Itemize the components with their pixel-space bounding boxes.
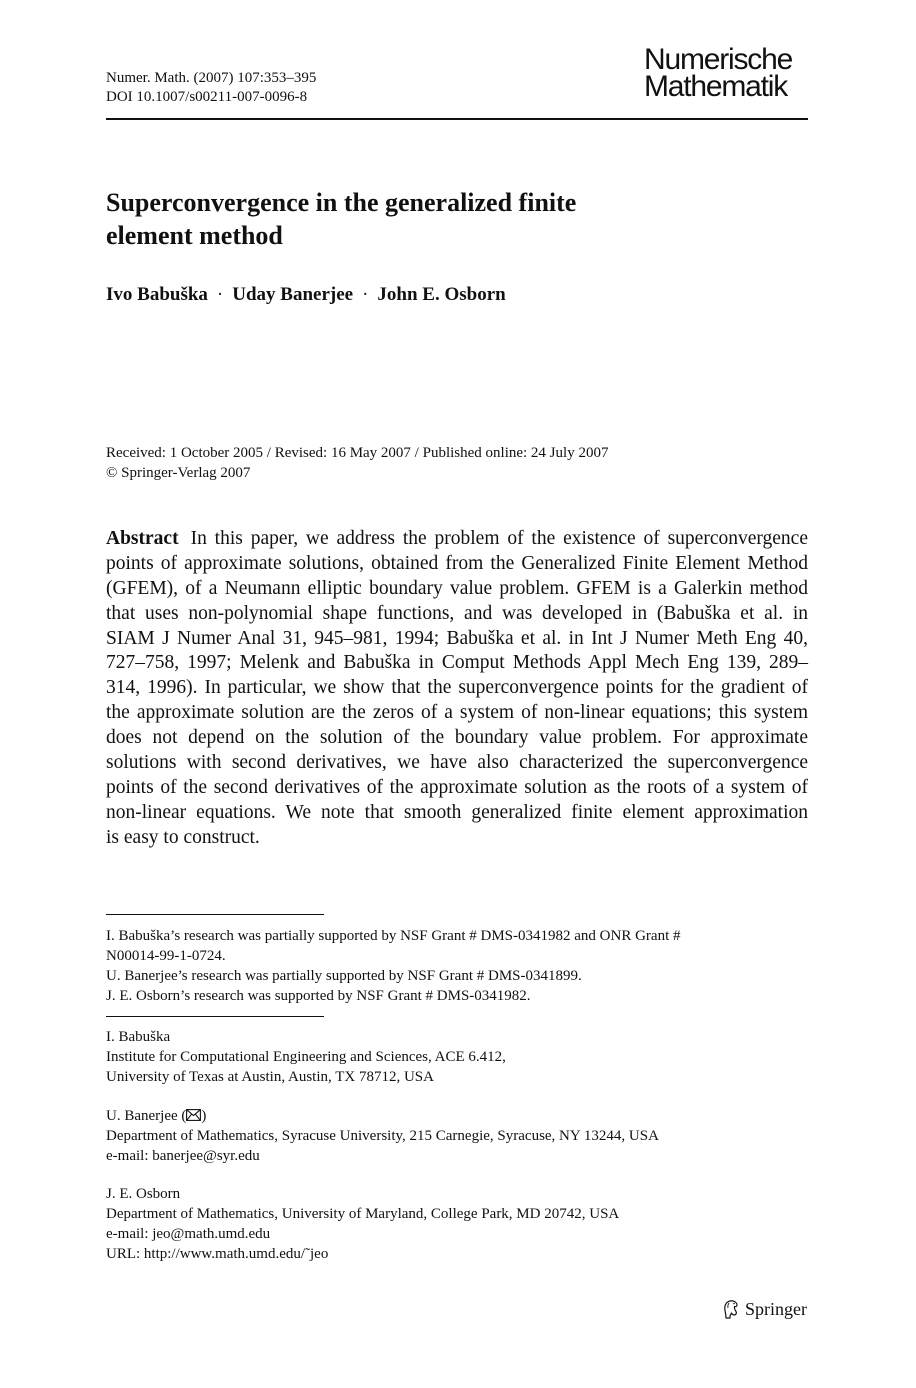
abstract-line: (GFEM), of a Neumann elliptic boundary value problem. GFEM is a Galerkin method	[106, 577, 808, 599]
abstract	[106, 527, 808, 851]
author-separator: ·	[362, 284, 369, 305]
paper-title	[106, 186, 726, 252]
received-line: Received: 1 October 2005 / Revised: 16 May 2007 / Published online: 24 July 2007	[106, 445, 609, 461]
publisher-name: Springer	[745, 1298, 807, 1319]
journal-logo	[644, 43, 814, 103]
affiliation-line: University of Texas at Austin, Austin, TX 78712, USA	[106, 1069, 434, 1085]
journal-logo-line2: Mathematik	[644, 70, 788, 103]
abstract-line: is easy to construct.	[106, 826, 260, 848]
title-line: element method	[106, 221, 283, 250]
doi: DOI 10.1007/s00211-007-0096-8	[106, 89, 308, 105]
funding-line: I. Babuška’s research was partially supported by NSF Grant # DMS-0341982 and ONR Grant #	[106, 928, 681, 944]
footnote-rule	[106, 914, 324, 915]
abstract-line	[106, 527, 808, 552]
funding-line: N00014-99-1-0724.	[106, 948, 226, 964]
funding-notes	[106, 926, 808, 1006]
author-separator: ·	[216, 284, 224, 305]
funding-line: J. E. Osborn’s research was supported by NSF Grant # DMS-0341982.	[106, 988, 531, 1004]
affiliation-name: I. Babuška	[106, 1029, 171, 1045]
affiliation-banerjee	[106, 1106, 659, 1166]
header-rule	[106, 118, 808, 120]
abstract-line: that uses non-polynomial shape functions, and was developed in (Babuška et al. in	[106, 602, 808, 624]
abstract-heading: Abstract	[106, 528, 179, 549]
abstract-line: does not depend on the solution of the boundary value problem. For approximate	[106, 727, 808, 749]
journal-logo-line1: Numerische	[644, 43, 793, 76]
affiliation-osborn	[106, 1184, 619, 1264]
abstract-line: points of approximate solutions, obtained from the Generalized Finite Element Method	[106, 552, 808, 574]
abstract-line: the approximate solution are the zeros of a system of non-linear equations; this system	[106, 702, 808, 724]
affiliation-email: e-mail: jeo@math.umd.edu	[106, 1226, 271, 1242]
affiliation-rule	[106, 1016, 324, 1017]
affiliation-url: URL: http://www.math.umd.edu/˜jeo	[106, 1246, 329, 1262]
abstract-line: points of the second derivatives of the approximate solution as the roots of a system of	[106, 776, 808, 798]
affiliation-name-row	[106, 1106, 659, 1126]
abstract-text: In this paper, we address the problem of the existence of superconvergence	[190, 528, 808, 549]
title-line: Superconvergence in the generalized finite	[106, 188, 577, 217]
abstract-line: 314, 1996). In particular, we show that the superconvergence points for the gradient of	[106, 677, 808, 699]
author-name: Uday Banerjee	[232, 284, 354, 305]
copyright-line: © Springer-Verlag 2007	[106, 465, 251, 481]
citation: Numer. Math. (2007) 107:353–395	[106, 70, 317, 86]
affiliation-name: J. E. Osborn	[106, 1186, 181, 1202]
author-list	[106, 284, 506, 306]
author-name: John E. Osborn	[377, 284, 506, 305]
affiliation-name-suffix: )	[201, 1108, 207, 1124]
envelope-icon	[186, 1109, 201, 1121]
publisher-mark	[722, 1298, 807, 1320]
affiliation-line: Institute for Computational Engineering and Sciences, ACE 6.412,	[106, 1049, 506, 1065]
abstract-line: SIAM J Numer Anal 31, 945–981, 1994; Babuška et al. in Int J Numer Meth Eng 40,	[106, 627, 808, 649]
affiliation-line: Department of Mathematics, Syracuse University, 215 Carnegie, Syracuse, NY 13244, USA	[106, 1128, 659, 1144]
affiliation-email: e-mail: banerjee@syr.edu	[106, 1148, 260, 1164]
abstract-line: solutions with second derivatives, we have also characterized the superconvergence	[106, 752, 808, 774]
affiliation-line: Department of Mathematics, University of Maryland, College Park, MD 20742, USA	[106, 1206, 620, 1222]
abstract-line: non-linear equations. We note that smooth generalized finite element approximation	[106, 801, 808, 823]
affiliation-name: U. Banerjee (	[106, 1108, 187, 1124]
author-name: Ivo Babuška	[106, 284, 208, 305]
abstract-line: 727–758, 1997; Melenk and Babuška in Comput Methods Appl Mech Eng 139, 289–	[106, 652, 808, 674]
springer-horse-icon	[722, 1298, 740, 1320]
affiliation-babuska	[106, 1027, 506, 1087]
publication-dates	[106, 443, 608, 483]
funding-line: U. Banerjee’s research was partially supported by NSF Grant # DMS-0341899.	[106, 968, 582, 984]
